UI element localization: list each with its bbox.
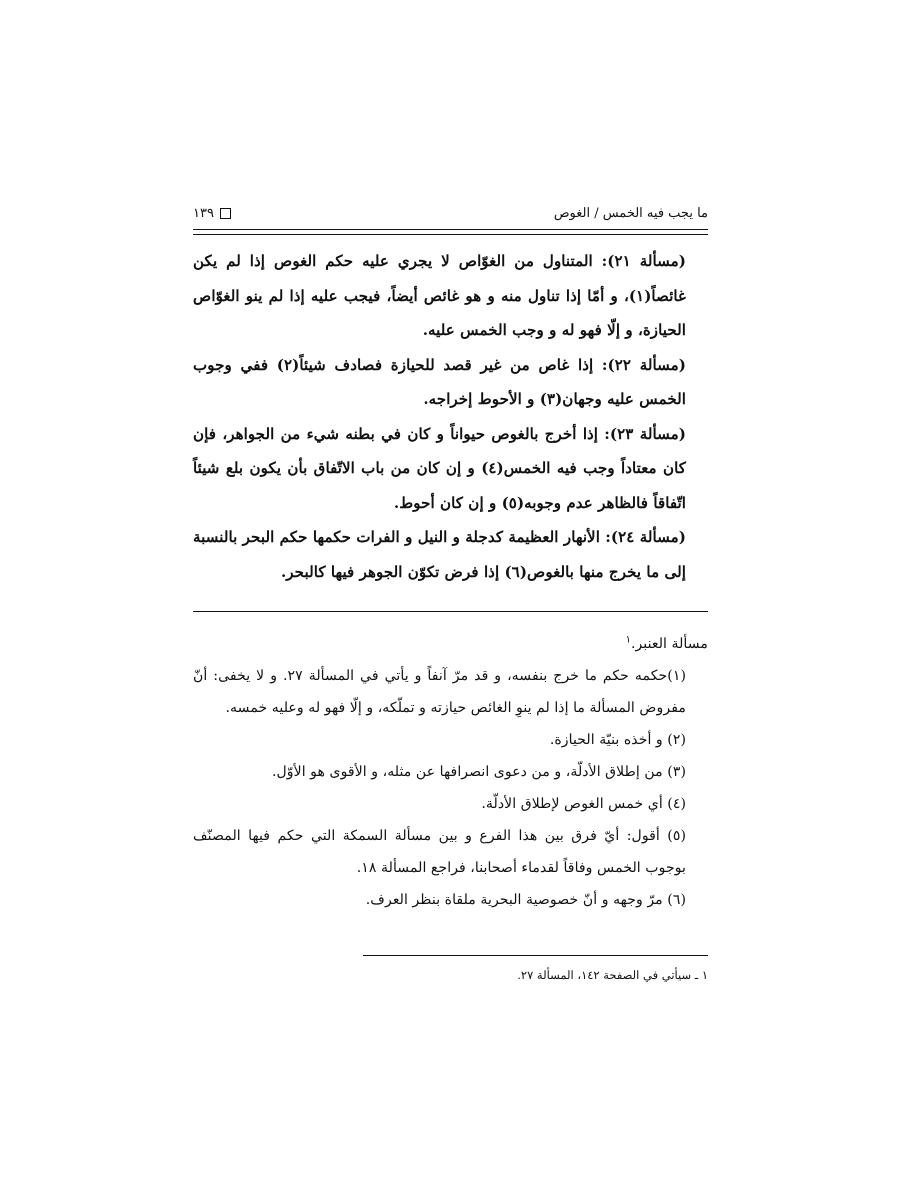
running-title: ما يجب فيه الخمس / الغوص: [553, 205, 708, 221]
footnote-separator: [363, 955, 708, 956]
running-header: [193, 200, 708, 226]
note-6: (٦) مرّ وجهه و أنّ خصوصية البحرية ملقاة بنظر العرف.: [365, 892, 686, 908]
note-1: (١)حكمه حكم ما خرج بنفسه، و قد مرّ آنفاً و يأتي في المسألة ٢٧. و لا يخفى: أنّ مفروض المسألة ما إذا لم ينوِ الغائص حيازته و تملّكه، و إلّا فهو له وعليه خمسه.: [193, 668, 687, 716]
note-2: (٢) و أخذه بنيّة الحيازة.: [549, 732, 686, 748]
commentary-separator: [193, 611, 708, 612]
paragraph-masala-24: (مسألة ٢٤): الأنهار العظيمة كدجلة و النيل و الفرات حكمها حكم البحر بالنسبة إلى ما يخرج منها بالغوص(٦) إذا فرض تكوّن الجوهر فيها كالبحر.: [193, 528, 686, 581]
note-3: (٣) من إطلاق الأدلّة، و من دعوى انصرافها عن مثله، و الأقوى هو الأوّل.: [271, 764, 686, 780]
square-bullet-icon: [220, 208, 231, 219]
commentary-notes: [193, 628, 708, 916]
note-5: (٥) أقول: أيّ فرق بين هذا الفرع و بين مسألة السمكة التي حكم فيها المصنّف بوجوب الخمس وفاقاً لقدماء أصحابنا، فراجع المسألة ١٨.: [193, 828, 686, 876]
header-double-rule: [193, 229, 708, 235]
notes-heading: [193, 628, 708, 660]
main-text: [193, 244, 708, 589]
note-4: (٤) أي خمس الغوص لإطلاق الأدلّة.: [481, 796, 686, 812]
paragraph-masala-23: (مسألة ٢٣): إذا أخرج بالغوص حيواناً و كان في بطنه شيء من الجواهر، فإن كان معتاداً وجب فيه الخمس(٤) و إن كان من باب الاتّفاق بأن يكون بلع شيئاً اتّفاقاً فالظاهر عدم وجوبه(٥) و إن كان أحوط.: [193, 424, 686, 512]
footnote: ١ ـ سيأتي في الصفحة ١٤٢، المسألة ٢٧.: [517, 968, 708, 982]
paragraph-masala-21: (مسألة ٢١): المتناول من الغوّاص لا يجري عليه حكم الغوص إذا لم يكن غائصاً(١)، و أمّا إذا تناول منه و هو غائص أيضاً، فيجب عليه إذا لم ينو الغوّاص الحيازة، و إلّا فهو له و وجب الخمس عليه.: [193, 252, 686, 339]
notes-heading-ref: ١: [625, 634, 631, 646]
notes-heading-text: مسألة العنبر.: [630, 636, 708, 652]
paragraph-masala-22: (مسألة ٢٢): إذا غاص من غير قصد للحيازة فصادف شيئاً(٢) ففي وجوب الخمس عليه وجهان(٣) و الأحوط إخراجه.: [193, 355, 686, 408]
page-number: [193, 206, 231, 221]
page-number-value: ١٣٩: [193, 205, 214, 221]
